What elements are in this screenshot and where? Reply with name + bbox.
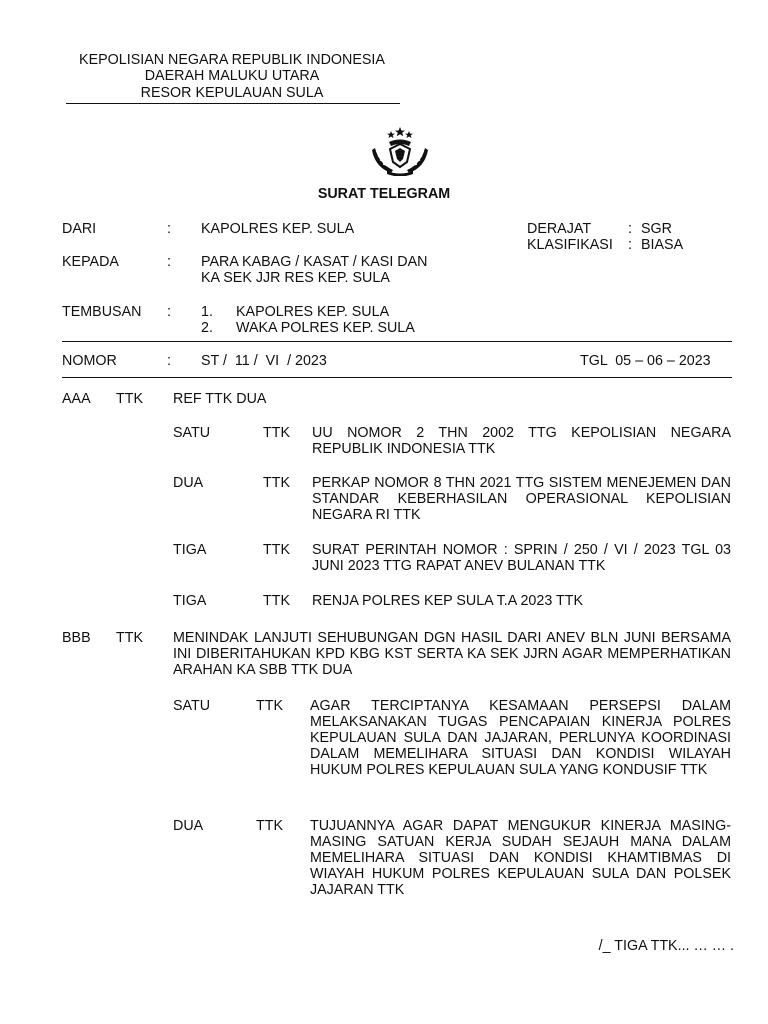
header-line-1: KEPOLISIAN NEGARA REPUBLIK INDONESIA	[79, 52, 385, 68]
nomor-value: ST / 11 / VI / 2023	[201, 353, 327, 369]
dari-label: DARI	[62, 221, 97, 237]
bbb-item-1-text: AGAR TERCIPTANYA KESAMAAN PERSEPSI DALAM MELAKSANAKAN TUGAS PENCAPAIAN KINERJA POLRES KEPULAUAN SULA DAN JAJARAN, PERLUNYA KOORDINASI DALAM MEMELIHARA SITUASI DAN KONDISI WILAYAH HUKUM POLRES KEPULAUAN SULA YANG KONDUSIF TTK	[310, 698, 731, 778]
klasifikasi-value: BIASA	[641, 237, 684, 253]
aaa-item-4-ttk: TTK	[263, 593, 291, 609]
klasifikasi-label: KLASIFIKASI	[527, 237, 613, 253]
tembusan-num-2: 2.	[201, 320, 213, 336]
tembusan-num-1: 1.	[201, 304, 213, 320]
aaa-item-2-label: DUA	[173, 475, 204, 491]
aaa-item-3-label: TIGA	[173, 542, 207, 558]
aaa-text: REF TTK DUA	[173, 391, 267, 407]
aaa-item-3-ttk: TTK	[263, 542, 291, 558]
bbb-item-2-ttk: TTK	[256, 818, 284, 834]
continuation-marker: /_ TIGA TTK... … … .	[598, 938, 734, 954]
dari-colon: :	[167, 221, 171, 237]
bbb-ttk: TTK	[116, 630, 144, 646]
dari-value: KAPOLRES KEP. SULA	[201, 221, 355, 237]
nomor-colon: :	[167, 353, 171, 369]
kepada-colon: :	[167, 254, 171, 270]
aaa-item-3-text: SURAT PERINTAH NOMOR : SPRIN / 250 / VI / 2023 TGL 03 JUNI 2023 TTG RAPAT ANEV BULANAN TTK	[312, 542, 731, 574]
header-line-3: RESOR KEPULAUAN SULA	[140, 85, 324, 101]
header-line-2: DAERAH MALUKU UTARA	[144, 68, 320, 84]
nomor-label: NOMOR	[62, 353, 117, 369]
aaa-item-2-text: PERKAP NOMOR 8 THN 2021 TTG SISTEM MENEJEMEN DAN STANDAR KEBERHASILAN OPERASIONAL KEPOLISIAN NEGARA RI TTK	[312, 475, 731, 523]
aaa-item-1-text: UU NOMOR 2 THN 2002 TTG KEPOLISIAN NEGARA REPUBLIK INDONESIA TTK	[312, 425, 731, 457]
derajat-colon: :	[628, 221, 632, 237]
tembusan-label: TEMBUSAN	[62, 304, 142, 320]
kepada-line-1: PARA KABAG / KASAT / KASI DAN	[201, 254, 428, 270]
klasifikasi-colon: :	[628, 237, 632, 253]
aaa-item-1-ttk: TTK	[263, 425, 291, 441]
header-underline	[66, 103, 400, 104]
bbb-label: BBB	[62, 630, 91, 646]
divider-top	[62, 341, 732, 342]
aaa-label: AAA	[62, 391, 91, 407]
aaa-item-4-label: TIGA	[173, 593, 207, 609]
tembusan-item-2: WAKA POLRES KEP. SULA	[236, 320, 415, 336]
aaa-ttk: TTK	[116, 391, 144, 407]
bbb-item-1-ttk: TTK	[256, 698, 284, 714]
bbb-item-2-label: DUA	[173, 818, 204, 834]
tembusan-item-1: KAPOLRES KEP. SULA	[236, 304, 390, 320]
police-emblem-icon	[369, 126, 431, 176]
tgl-value: TGL 05 – 06 – 2023	[580, 353, 711, 369]
derajat-value: SGR	[641, 221, 672, 237]
aaa-item-1-label: SATU	[173, 425, 211, 441]
aaa-item-2-ttk: TTK	[263, 475, 291, 491]
bbb-item-1-label: SATU	[173, 698, 211, 714]
tembusan-colon: :	[167, 304, 171, 320]
document-title: SURAT TELEGRAM	[317, 186, 451, 202]
bbb-text: MENINDAK LANJUTI SEHUBUNGAN DGN HASIL DARI ANEV BLN JUNI BERSAMA INI DIBERITAHUKAN KPD KBG KST SERTA KA SEK JJRN AGAR MEMPERHATIKAN ARAHAN KA SBB TTK DUA	[173, 630, 731, 678]
derajat-label: DERAJAT	[527, 221, 592, 237]
divider-bottom	[62, 377, 732, 378]
kepada-label: KEPADA	[62, 254, 119, 270]
bbb-item-2-text: TUJUANNYA AGAR DAPAT MENGUKUR KINERJA MASING-MASING SATUAN KERJA SUDAH SEJAUH MANA DALAM MEMELIHARA SITUASI DAN KONDISI KHAMTIBMAS DI WIAYAH HUKUM POLRES KEPULAUAN SULA DAN POLSEK JAJARAN TTK	[310, 818, 731, 898]
kepada-line-2: KA SEK JJR RES KEP. SULA	[201, 270, 390, 286]
aaa-item-4-text: RENJA POLRES KEP SULA T.A 2023 TTK	[312, 593, 583, 609]
